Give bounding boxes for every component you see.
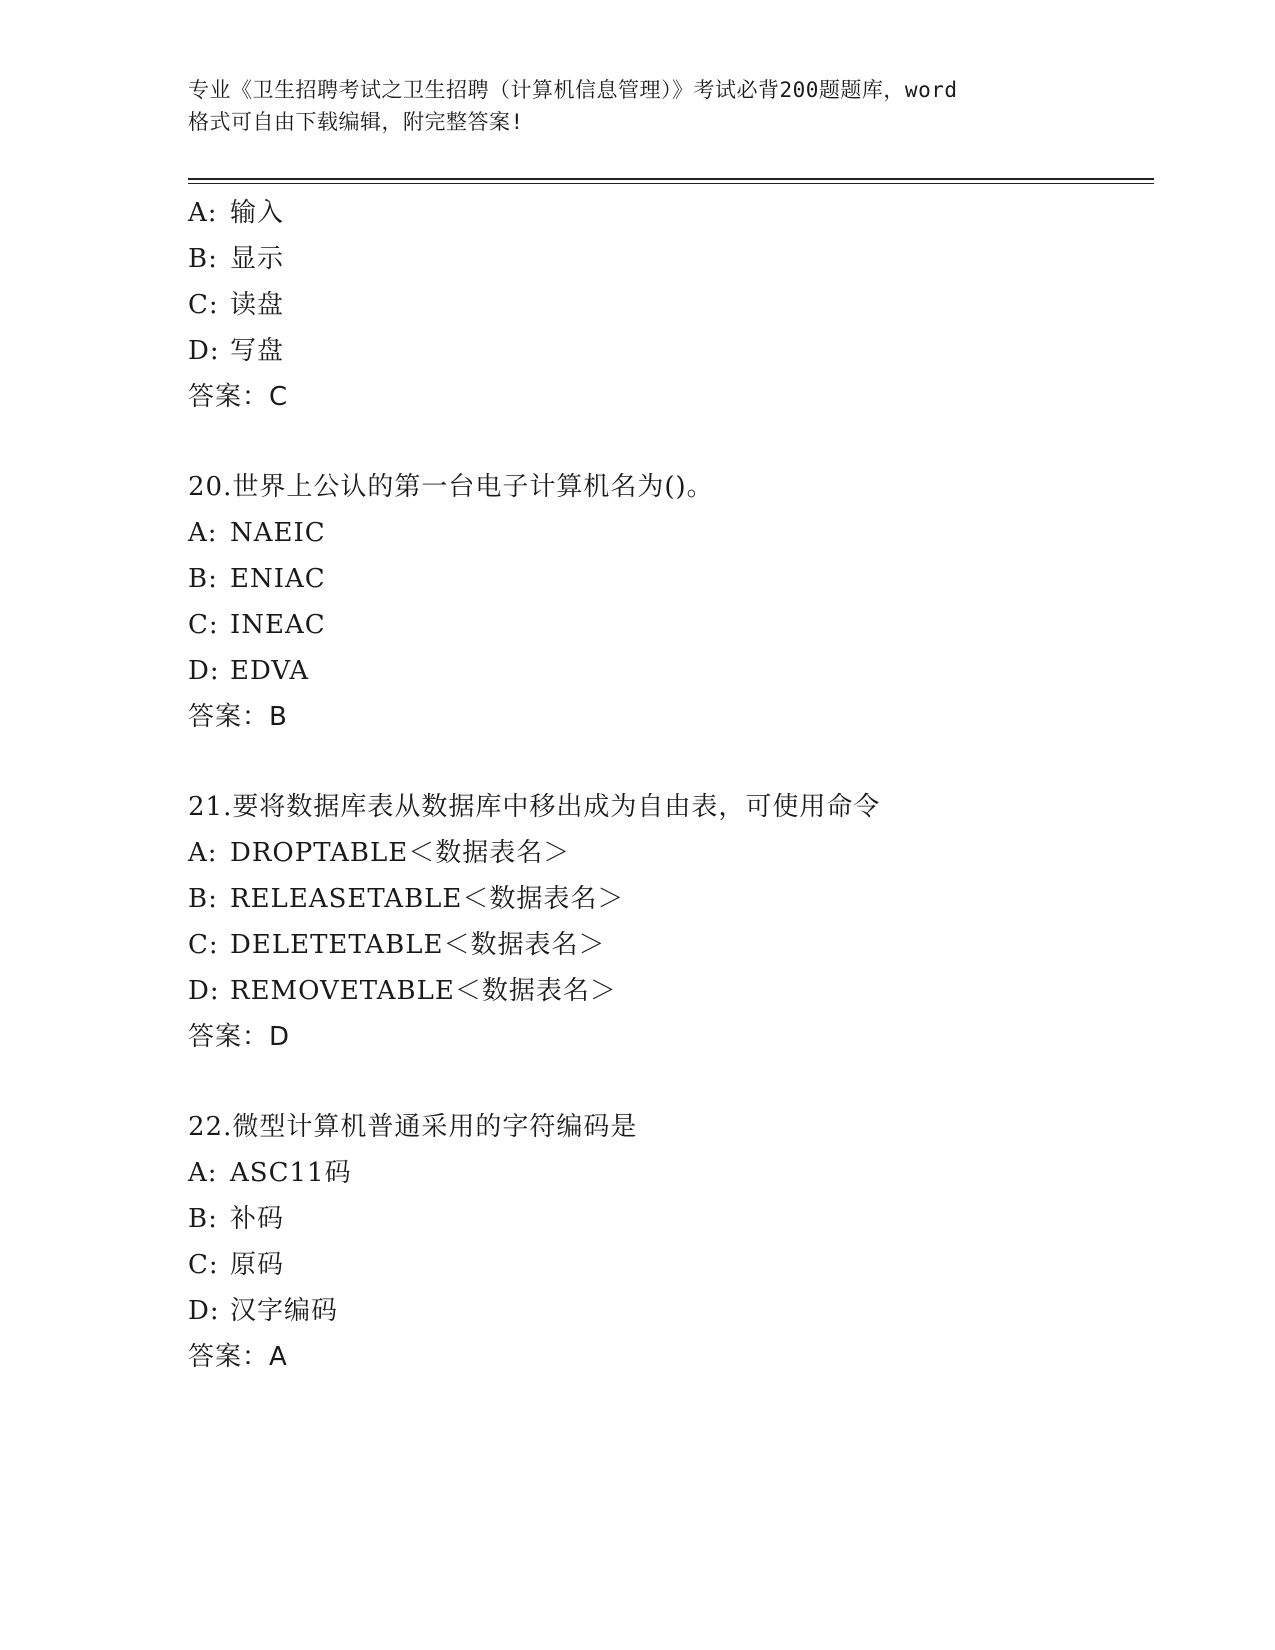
option-text: 原码	[230, 1250, 285, 1280]
option-b	[188, 1196, 1148, 1242]
option-b	[188, 876, 1148, 922]
option-label: B:	[188, 244, 218, 274]
question-list	[188, 190, 1148, 1380]
option-d	[188, 328, 1148, 374]
option-text: INEAC	[230, 610, 326, 640]
document-header	[188, 74, 1088, 138]
answer-prefix: 答案：	[188, 1342, 270, 1372]
option-a	[188, 190, 1148, 236]
option-c	[188, 1242, 1148, 1288]
question-block	[188, 464, 1148, 740]
option-label: B:	[188, 1204, 218, 1234]
option-a	[188, 1150, 1148, 1196]
option-label: C:	[188, 1250, 219, 1280]
answer-value: A	[269, 1342, 288, 1372]
option-label: D:	[188, 976, 220, 1006]
option-text: EDVA	[230, 656, 310, 686]
header-divider-thin	[188, 183, 1154, 184]
question-block	[188, 1104, 1148, 1380]
header-line-2: 格式可自由下载编辑，附完整答案!	[188, 110, 524, 134]
option-label: A:	[188, 838, 218, 868]
option-text: 写盘	[230, 336, 285, 366]
answer-line	[188, 1014, 1148, 1060]
answer-line	[188, 374, 1148, 420]
option-text: 补码	[230, 1204, 285, 1234]
question-text: 21.要将数据库表从数据库中移出成为自由表，可使用命令	[188, 792, 881, 822]
option-label: A:	[188, 518, 218, 548]
option-label: D:	[188, 656, 220, 686]
option-a	[188, 830, 1148, 876]
answer-value: C	[269, 382, 289, 412]
option-text: RELEASETABLE＜数据表名＞	[230, 884, 625, 914]
option-text: 读盘	[230, 290, 285, 320]
option-text: ASC11码	[230, 1158, 352, 1188]
answer-prefix: 答案：	[188, 382, 270, 412]
option-text: NAEIC	[230, 518, 326, 548]
question-text: 20.世界上公认的第一台电子计算机名为()。	[188, 472, 714, 502]
option-label: A:	[188, 1158, 218, 1188]
answer-prefix: 答案：	[188, 702, 270, 732]
header-line-1: 专业《卫生招聘考试之卫生招聘（计算机信息管理）》考试必背200题题库，word	[188, 78, 958, 102]
option-c	[188, 922, 1148, 968]
option-text: DROPTABLE＜数据表名＞	[230, 838, 571, 868]
option-d	[188, 648, 1148, 694]
answer-value: D	[269, 1022, 291, 1052]
option-text: DELETETABLE＜数据表名＞	[230, 930, 606, 960]
option-c	[188, 282, 1148, 328]
option-text: REMOVETABLE＜数据表名＞	[230, 976, 617, 1006]
option-b	[188, 556, 1148, 602]
option-a	[188, 510, 1148, 556]
question-text: 22.微型计算机普通采用的字符编码是	[188, 1112, 638, 1142]
option-label: A:	[188, 198, 218, 228]
option-label: D:	[188, 336, 220, 366]
option-text: ENIAC	[230, 564, 326, 594]
option-text: 输入	[230, 198, 285, 228]
option-c	[188, 602, 1148, 648]
option-label: D:	[188, 1296, 220, 1326]
answer-line	[188, 1334, 1148, 1380]
option-d	[188, 1288, 1148, 1334]
option-text: 汉字编码	[230, 1296, 339, 1326]
answer-value: B	[269, 702, 288, 732]
option-label: C:	[188, 610, 219, 640]
option-d	[188, 968, 1148, 1014]
option-b	[188, 236, 1148, 282]
option-label: B:	[188, 564, 218, 594]
answer-line	[188, 694, 1148, 740]
option-label: B:	[188, 884, 218, 914]
option-label: C:	[188, 290, 219, 320]
question-block	[188, 190, 1148, 420]
answer-prefix: 答案：	[188, 1022, 270, 1052]
option-label: C:	[188, 930, 219, 960]
header-divider-thick	[188, 178, 1154, 180]
option-text: 显示	[230, 244, 285, 274]
question-block	[188, 784, 1148, 1060]
